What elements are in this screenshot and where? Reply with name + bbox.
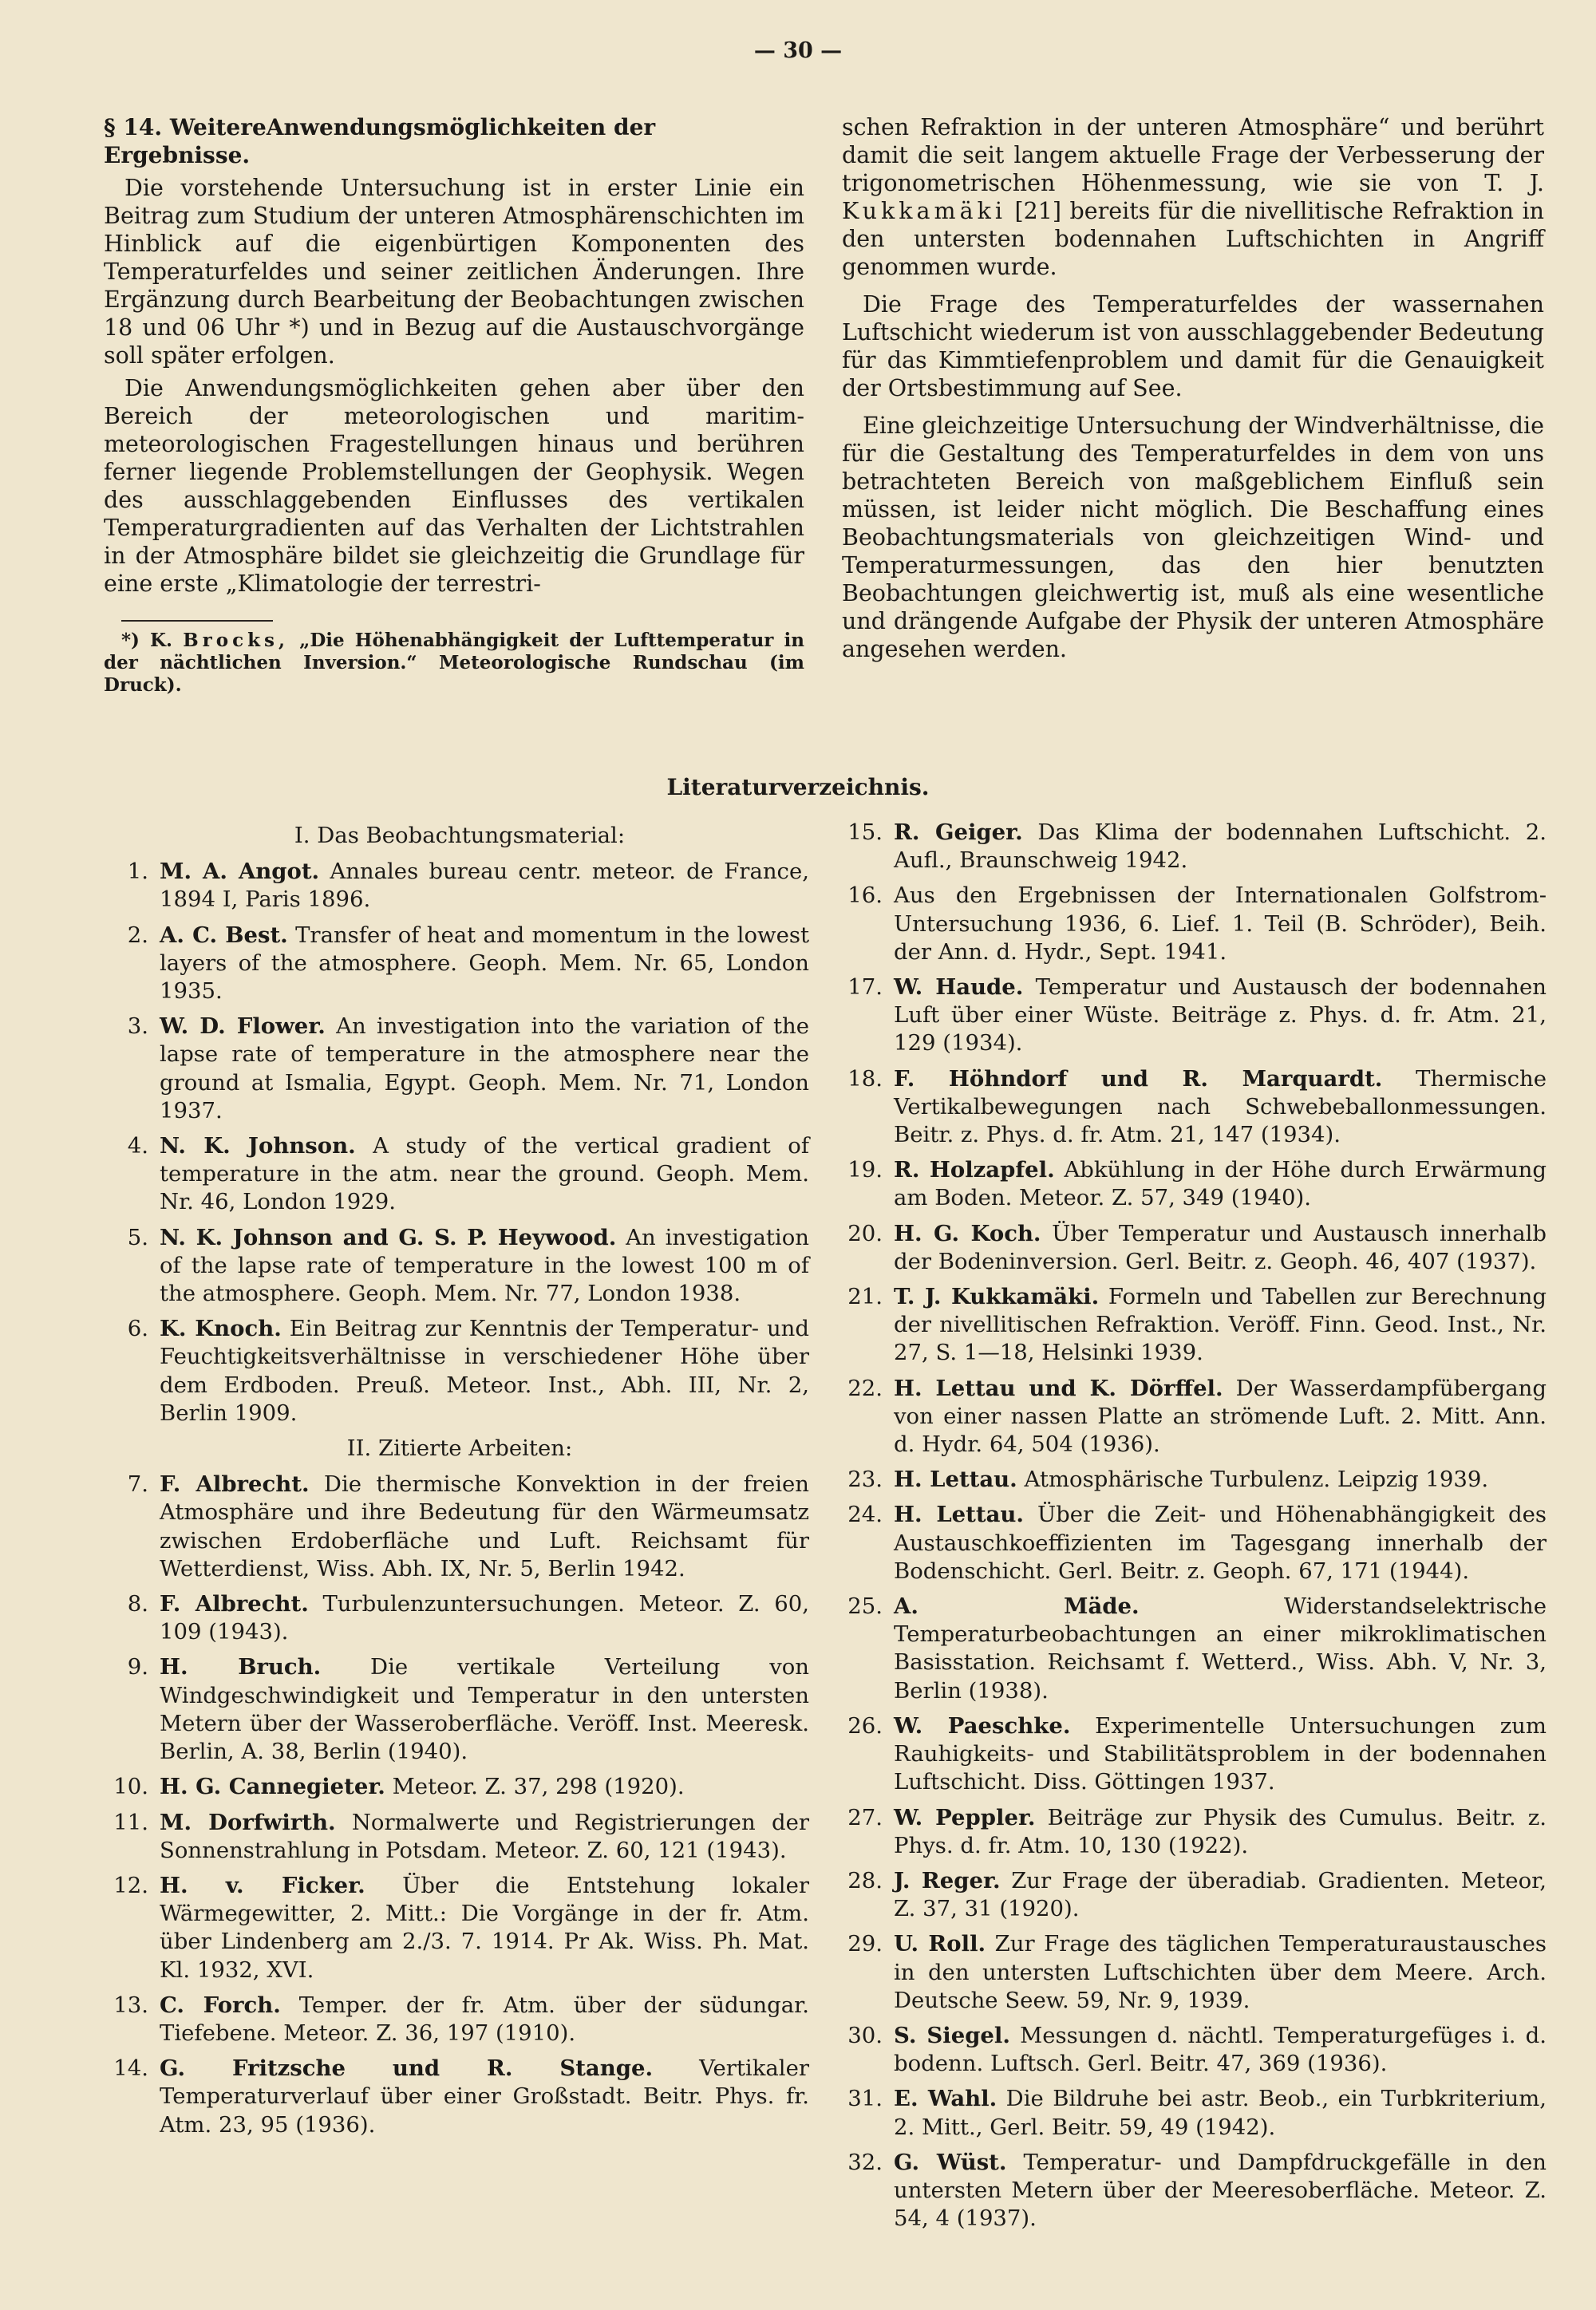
reference-number: 16. xyxy=(847,883,883,909)
reference-author: K. Knoch. xyxy=(160,1316,282,1342)
reference-text: Beiträge zur Physik des Cumulus. Beitr. z. Phys. d. fr. Atm. 10, 130 (1922). xyxy=(894,1804,1547,1858)
reference-item xyxy=(844,1804,1547,1860)
reference-item xyxy=(110,1132,809,1217)
reference-author: S. Siegel. xyxy=(894,2022,1010,2048)
reference-item xyxy=(110,858,809,914)
reference-number: 2. xyxy=(127,922,148,948)
references-right-column xyxy=(844,819,1547,2240)
footnote xyxy=(104,630,804,697)
reference-number: 26. xyxy=(847,1712,883,1739)
body-paragraph xyxy=(842,113,1544,281)
footnote-author: Brocks, xyxy=(183,630,289,651)
reference-author: H. v. Ficker. xyxy=(160,1872,365,1898)
reference-author: W. Paeschke. xyxy=(894,1712,1071,1739)
reference-number: 13. xyxy=(113,1992,148,2018)
reference-number: 18. xyxy=(847,1065,883,1092)
reference-item xyxy=(844,2149,1547,2233)
reference-number: 1. xyxy=(127,859,148,885)
reference-item xyxy=(110,1809,809,1865)
reference-text: Transfer of heat and momentum in the lowest layers of the atmosphere. Geoph. Mem. Nr. 65, London 1935. xyxy=(160,922,810,1005)
reference-author: C. Forch. xyxy=(160,1992,281,2018)
reference-number: 7. xyxy=(127,1471,148,1498)
reference-author: H. G. Koch. xyxy=(894,1220,1041,1246)
reference-text: Zur Frage des täglichen Temperaturaustausches in den untersten Luftschichten über dem Meere. Arch. Deutsche Seew. 59, Nr. 9, 1939. xyxy=(894,1931,1547,2013)
reference-number: 6. xyxy=(127,1316,148,1342)
reference-author: R. Geiger. xyxy=(894,819,1023,845)
reference-number: 21. xyxy=(847,1284,883,1310)
reference-list-cited-works xyxy=(110,1471,809,2138)
reference-author: H. Lettau und K. Dörffel. xyxy=(894,1375,1223,1401)
reference-number: 19. xyxy=(847,1157,883,1183)
reference-text: Über Temperatur und Austausch innerhalb der Bodeninversion. Gerl. Beitr. z. Geoph. 46, 407 (1937). xyxy=(894,1220,1547,1274)
reference-author: H. G. Cannegieter. xyxy=(160,1774,385,1800)
reference-author: J. Reger. xyxy=(894,1867,1001,1893)
reference-author: W. D. Flower. xyxy=(160,1013,326,1040)
body-paragraph: Die Anwendungsmöglichkeiten gehen aber über den Bereich der meteorologischen und maritim-meteorologischen Fragestellungen hinaus und berühren ferner liegende Problemstellungen der Geophysik. Wegen des ausschlaggebenden Einflusses des vertikalen Temperaturgradienten auf das Verhalten der Lichtstrahlen in der Atmosphäre bildet sie gleichzeitig die Grundlage für eine erste „Klimatologie der terrestri- xyxy=(104,375,804,597)
footnote-divider xyxy=(121,620,273,622)
footnote-text: „Die Höhenabhängigkeit der Lufttemperatur in der nächtlichen Inversion.“ Meteorologische Rundschau (im Druck). xyxy=(104,630,805,696)
reference-text: Aus den Ergebnissen der Internationalen Golfstrom-Untersuchung 1936, 6. Lief. 1. Teil (B. Schröder), Beih. der Ann. d. Hydr., Sept. 1941. xyxy=(894,883,1547,965)
reference-item xyxy=(844,1593,1547,1705)
reference-author: W. Peppler. xyxy=(894,1804,1036,1830)
reference-item xyxy=(844,1220,1547,1276)
reference-text: Experimentelle Untersuchungen zum Rauhigkeits- und Stabilitätsproblem in der bodennahen Luftschicht. Diss. Göttingen 1937. xyxy=(894,1712,1547,1795)
reference-text: Thermische Vertikalbewegungen nach Schwebeballonmessungen. Beitr. z. Phys. d. fr. Atm. 21, 147 (1934). xyxy=(894,1065,1547,1148)
reference-author: H. Lettau. xyxy=(894,1467,1017,1493)
reference-text: Widerstandselektrische Temperaturbeobachtungen an einer mikroklimatischen Basisstation. Reichsamt f. Wetterd., Wiss. Abh. V, Nr. 3, Berlin (1938). xyxy=(894,1593,1547,1704)
reference-author: H. Bruch. xyxy=(160,1654,322,1680)
reference-group-title: II. Zitierte Arbeiten: xyxy=(346,1435,573,1462)
reference-number: 24. xyxy=(847,1502,883,1528)
reference-text: Die vertikale Verteilung von Windgeschwindigkeit und Temperatur in den untersten Metern über der Wasseroberfläche. Veröff. Inst. Meeresk. Berlin, A. 38, Berlin (1940). xyxy=(160,1654,809,1765)
reference-item xyxy=(110,922,809,1006)
section-heading: § 14. WeitereAnwendungsmöglichkeiten der Ergebnisse. xyxy=(104,114,656,168)
reference-author: F. Höhndorf und R. Marquardt. xyxy=(894,1065,1383,1092)
reference-text: Normalwerte und Registrierungen der Sonnenstrahlung in Potsdam. Meteor. Z. 60, 121 (1943). xyxy=(160,1809,809,1863)
reference-item xyxy=(110,1653,809,1766)
reference-text: An investigation of the lapse rate of temperature in the lowest 100 m of the atmosphere. Geoph. Mem. Nr. 77, London 1938. xyxy=(160,1224,809,1307)
reference-number: 5. xyxy=(127,1224,148,1250)
reference-item xyxy=(844,1930,1547,2015)
reference-item xyxy=(844,819,1547,875)
reference-item xyxy=(844,882,1547,966)
reference-author: A. C. Best. xyxy=(160,922,288,948)
reference-text: Atmosphärische Turbulenz. Leipzig 1939. xyxy=(1024,1467,1489,1493)
page-number: — 30 — xyxy=(753,38,843,63)
section-left-column xyxy=(104,113,804,697)
reference-number: 11. xyxy=(113,1809,148,1835)
reference-author: N. K. Johnson and G. S. P. Heywood. xyxy=(160,1224,617,1250)
reference-text: An investigation into the variation of the lapse rate of temperature in the atmosphere near the ground at Ismalia, Egypt. Geoph. Mem. Nr. 71, London 1937. xyxy=(160,1013,809,1123)
reference-item xyxy=(844,1283,1547,1368)
reference-number: 29. xyxy=(847,1931,883,1957)
reference-number: 14. xyxy=(113,2055,148,2082)
reference-item xyxy=(110,1992,809,2047)
footnote-marker: *) K. xyxy=(121,630,173,651)
paragraph-text: schen Refraktion in der unteren Atmosphäre“ und berührt damit die seit langem aktuelle Frage der Verbesserung der trigonometrischen Höhenmessung, wie sie von T. J. xyxy=(842,114,1544,196)
reference-item xyxy=(844,1501,1547,1585)
reference-number: 31. xyxy=(847,2086,883,2112)
reference-number: 17. xyxy=(847,974,883,1001)
reference-author: W. Haude. xyxy=(894,974,1024,1001)
paragraph-text: [21] bereits für die nivellitische Refraktion in den untersten bodennahen Luftschichten in Angriff genommen wurde. xyxy=(842,198,1545,280)
reference-text: Der Wasserdampfübergang von einer nassen Platte an strömende Luft. 2. Mitt. Ann. d. Hydr. 64, 504 (1936). xyxy=(894,1375,1547,1458)
reference-number: 25. xyxy=(847,1593,883,1620)
reference-text: Messungen d. nächtl. Temperaturgefüges i. d. bodenn. Luftsch. Gerl. Beitr. 47, 369 (1936). xyxy=(894,2022,1547,2077)
section-right-column xyxy=(842,113,1544,673)
reference-text: Vertikaler Temperaturverlauf über einer Großstadt. Beitr. Phys. fr. Atm. 23, 95 (1936). xyxy=(160,2055,809,2138)
reference-item xyxy=(844,1867,1547,1923)
reference-item xyxy=(110,2055,809,2139)
reference-item xyxy=(844,1712,1547,1797)
reference-text: Formeln und Tabellen zur Berechnung der nivellitischen Refraktion. Veröff. Finn. Geod. Inst., Nr. 27, S. 1—18, Helsinki 1939. xyxy=(894,1284,1547,1366)
reference-text: Das Klima der bodennahen Luftschicht. 2. Aufl., Braunschweig 1942. xyxy=(894,819,1547,874)
reference-group-title: I. Das Beobachtungsmaterial: xyxy=(294,823,626,848)
literature-title: Literaturverzeichnis. xyxy=(666,774,930,800)
reference-text: Über die Zeit- und Höhenabhängigkeit des Austauschkoeffizienten im Tagesgang innerhalb der Bodenschicht. Gerl. Beitr. z. Geoph. 67, 171 (1944). xyxy=(894,1502,1547,1584)
reference-item xyxy=(110,1872,809,1984)
reference-author: M. Dorfwirth. xyxy=(160,1809,336,1835)
reference-author: G. Wüst. xyxy=(894,2149,1007,2175)
reference-item xyxy=(844,1466,1547,1494)
reference-number: 22. xyxy=(847,1375,883,1401)
reference-number: 8. xyxy=(127,1591,148,1617)
reference-number: 3. xyxy=(127,1013,148,1040)
spaced-author-name: Kukkamäki xyxy=(842,198,1006,224)
reference-text: Abkühlung in der Höhe durch Erwärmung am Boden. Meteor. Z. 57, 349 (1940). xyxy=(894,1157,1547,1211)
body-paragraph: Eine gleichzeitige Untersuchung der Windverhältnisse, die für die Gestaltung des Temperaturfeldes in dem von uns betrachteten Bereich von maßgeblichem Einfluß sein müssen, ist leider nicht möglich. Die Beschaffung eines Beobachtungsmaterials von gleichzeitigen Wind- und Temperaturmessungen, das den hier benutzten Beobachtungen gleichwertig ist, muß als eine wesentliche und drängende Aufgabe der Physik der unteren Atmosphäre angesehen werden. xyxy=(842,413,1544,662)
reference-author: N. K. Johnson. xyxy=(160,1133,356,1159)
reference-item xyxy=(844,1375,1547,1459)
reference-item xyxy=(110,1773,809,1801)
reference-author: U. Roll. xyxy=(894,1931,986,1957)
reference-text: Die Bildruhe bei astr. Beob., ein Turbkriterium, 2. Mitt., Gerl. Beitr. 59, 49 (1942). xyxy=(894,2086,1547,2140)
reference-number: 30. xyxy=(847,2022,883,2048)
body-paragraph: Die vorstehende Untersuchung ist in erster Linie ein Beitrag zum Studium der unteren Atmosphärenschichten im Hinblick auf die eigenbürtigen Komponenten des Temperaturfeldes und seiner zeitlichen Änderungen. Ihre Ergänzung durch Bearbeitung der Beobachtungen zwischen 18 und 06 Uhr *) und in Bezug auf die Austauschvorgänge soll später erfolgen. xyxy=(104,175,804,369)
body-paragraph: Die Frage des Temperaturfeldes der wassernahen Luftschicht wiederum ist von ausschlaggebender Bedeutung für das Kimmtiefenproblem und damit für die Genauigkeit der Ortsbestimmung auf See. xyxy=(842,291,1544,401)
reference-list-observation-material xyxy=(110,858,809,1427)
reference-author: F. Albrecht. xyxy=(160,1591,309,1617)
reference-number: 12. xyxy=(113,1872,148,1898)
reference-text: Meteor. Z. 37, 298 (1920). xyxy=(392,1774,685,1800)
reference-author: M. A. Angot. xyxy=(160,859,320,885)
reference-item xyxy=(844,1156,1547,1212)
reference-list-cited-works-continued xyxy=(844,819,1547,2233)
references-left-column xyxy=(110,819,809,2146)
reference-number: 28. xyxy=(847,1867,883,1893)
reference-author: R. Holzapfel. xyxy=(894,1157,1055,1183)
reference-item xyxy=(110,1224,809,1309)
reference-item xyxy=(110,1013,809,1125)
reference-text: Annales bureau centr. meteor. de France, 1894 I, Paris 1896. xyxy=(160,859,809,913)
reference-text: Turbulenzuntersuchungen. Meteor. Z. 60, 109 (1943). xyxy=(160,1591,809,1645)
reference-text: Temperatur- und Dampfdruckgefälle in den untersten Metern über der Meeresoberfläche. Meteor. Z. 54, 4 (1937). xyxy=(894,2149,1547,2232)
reference-text: Die thermische Konvektion in der freien Atmosphäre und ihre Bedeutung für den Wärmeumsatz zwischen Erdoberfläche und Luft. Reichsamt für Wetterdienst, Wiss. Abh. IX, Nr. 5, Berlin 1942. xyxy=(160,1471,809,1581)
reference-number: 27. xyxy=(847,1804,883,1830)
reference-item xyxy=(110,1315,809,1427)
reference-author: E. Wahl. xyxy=(894,2086,998,2112)
reference-item xyxy=(844,2022,1547,2078)
reference-text: A study of the vertical gradient of temperature in the atm. near the ground. Geoph. Mem. Nr. 46, London 1929. xyxy=(160,1133,809,1215)
reference-author: H. Lettau. xyxy=(894,1502,1024,1528)
reference-text: Über die Entstehung lokaler Wärmegewitter, 2. Mitt.: Die Vorgänge in der fr. Atm. über Lindenberg am 2./3. 7. 1914. Pr Ak. Wiss. Ph. Mat. Kl. 1932, XVI. xyxy=(160,1872,809,1983)
reference-item xyxy=(110,1471,809,1583)
reference-item xyxy=(844,1065,1547,1150)
reference-number: 20. xyxy=(847,1220,883,1246)
reference-number: 10. xyxy=(113,1774,148,1800)
reference-text: Temperatur und Austausch der bodennahen Luft über einer Wüste. Beiträge z. Phys. d. fr. Atm. 21, 129 (1934). xyxy=(894,974,1547,1056)
reference-text: Ein Beitrag zur Kenntnis der Temperatur- und Feuchtigkeitsverhältnisse in verschiedener Höhe über dem Erdboden. Preuß. Meteor. Inst., Abh. III, Nr. 2, Berlin 1909. xyxy=(160,1316,809,1426)
reference-text: Zur Frage der überadiab. Gradienten. Meteor, Z. 37, 31 (1920). xyxy=(894,1867,1547,1922)
reference-number: 23. xyxy=(847,1467,883,1493)
reference-author: G. Fritzsche und R. Stange. xyxy=(160,2055,654,2082)
reference-author: T. J. Kukkamäki. xyxy=(894,1284,1100,1310)
reference-item xyxy=(844,2085,1547,2141)
reference-item xyxy=(844,973,1547,1058)
reference-item xyxy=(110,1590,809,1646)
reference-text: Temper. der fr. Atm. über der südungar. Tiefebene. Meteor. Z. 36, 197 (1910). xyxy=(160,1992,809,2046)
reference-number: 9. xyxy=(127,1654,148,1680)
reference-number: 4. xyxy=(127,1133,148,1159)
reference-author: A. Mäde. xyxy=(894,1593,1140,1620)
reference-number: 15. xyxy=(847,819,883,845)
reference-number: 32. xyxy=(847,2149,883,2175)
reference-author: F. Albrecht. xyxy=(160,1471,310,1498)
